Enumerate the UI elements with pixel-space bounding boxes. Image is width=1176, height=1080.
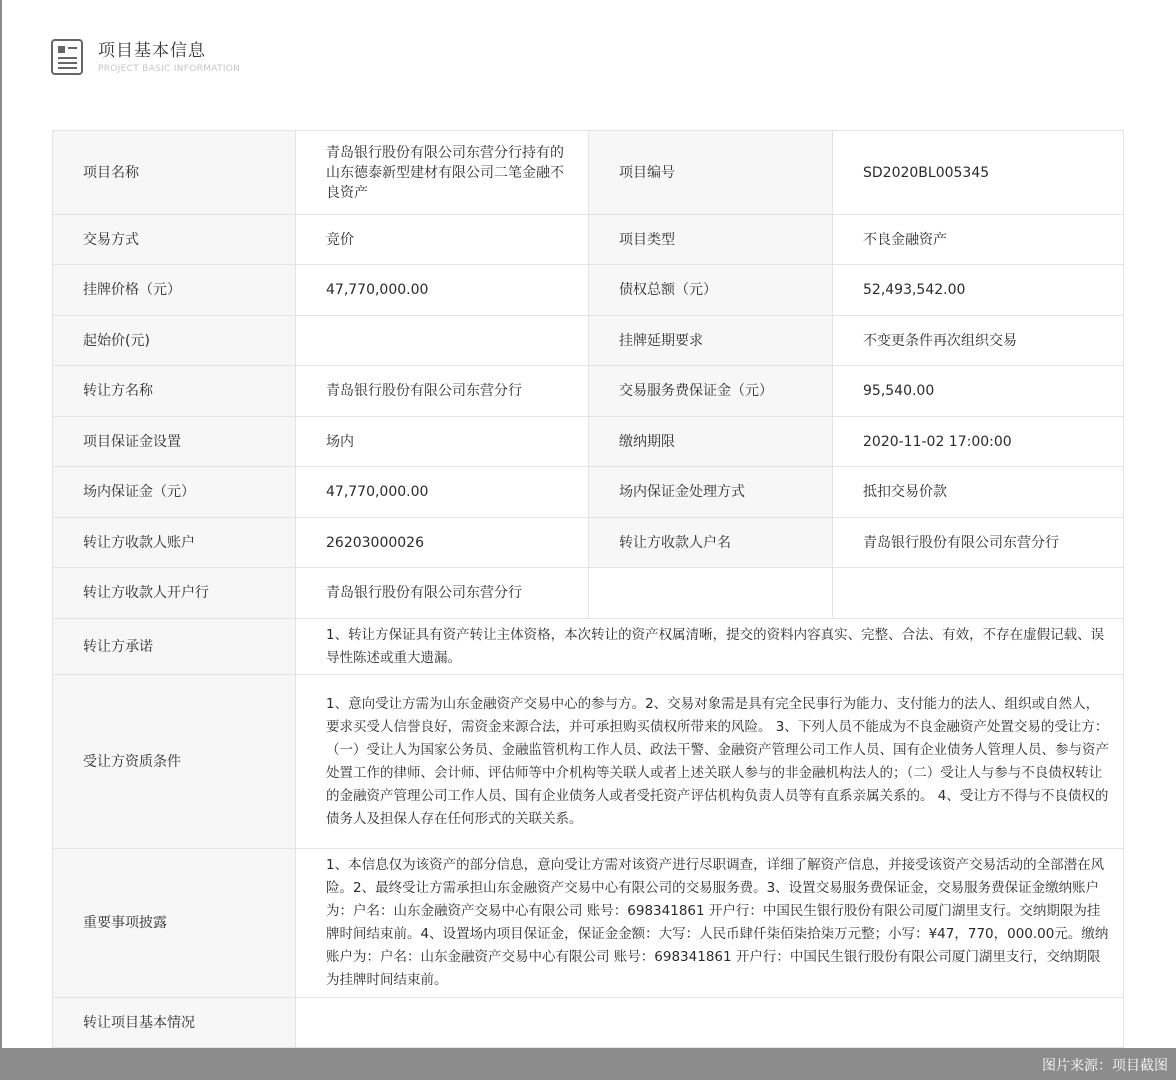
empty-cell [589,568,833,619]
field-label: 转让方承诺 [53,619,296,675]
field-label: 交易方式 [53,215,296,265]
field-label: 转让方名称 [53,366,296,417]
field-label: 起始价(元) [53,316,296,366]
field-value: 青岛银行股份有限公司东营分行 [296,568,589,619]
field-label: 项目名称 [53,131,296,215]
field-label: 转让方收款人账户 [53,518,296,568]
field-label: 挂牌价格（元） [53,265,296,316]
field-value [296,316,589,366]
field-label: 重要事项披露 [53,849,296,998]
left-border [0,0,2,1048]
field-label: 场内保证金（元） [53,467,296,518]
field-value: 47,770,000.00 [296,467,589,518]
field-label: 转让项目基本情况 [53,998,296,1048]
field-value: 青岛银行股份有限公司东营分行持有的山东德泰新型建材有限公司二笔金融不良资产 [296,131,589,215]
field-value: 不良金融资产 [833,215,1124,265]
field-value: 2020-11-02 17:00:00 [833,417,1124,467]
field-label: 转让方收款人开户行 [53,568,296,619]
field-label: 项目保证金设置 [53,417,296,467]
field-label: 缴纳期限 [589,417,833,467]
field-value: SD2020BL005345 [833,131,1124,215]
field-label: 债权总额（元） [589,265,833,316]
field-label: 挂牌延期要求 [589,316,833,366]
field-value-long: 1、转让方保证具有资产转让主体资格，本次转让的资产权属清晰，提交的资料内容真实、完整、合法、有效，不存在虚假记载、误导性陈述或重大遗漏。 [296,619,1124,675]
field-label: 转让方收款人户名 [589,518,833,568]
empty-cell [833,568,1124,619]
document-icon [50,38,84,76]
field-label: 受让方资质条件 [53,675,296,849]
field-label: 项目编号 [589,131,833,215]
image-credit: 图片来源：项目截图 [1042,1058,1168,1074]
field-value-long: 1、本信息仅为该资产的部分信息，意向受让方需对该资产进行尽职调查，详细了解资产信息，并接受该资产交易活动的全部潜在风险。2、最终受让方需承担山东金融资产交易中心有限公司的交易服务费。3、设置交易服务费保证金，交易服务费保证金缴纳账户为：户名：山东金融资产交易中心有限公司 账号：698341861 开户行：中国民生银行股份有限公司厦门湖里支行。交纳期限为挂牌时间结束前。4、设置场内项目保证金，保证金金额：大写：人民币肆仟柒佰柒拾柒万元整；小写：¥47，770，000.00元。缴纳账户为：户名：山东金融资产交易中心有限公司 账号：698341861 开户行：中国民生银行股份有限公司厦门湖里支行，交纳期限为挂牌时间结束前。 [296,849,1124,998]
field-value: 47,770,000.00 [296,265,589,316]
field-value: 抵扣交易价款 [833,467,1124,518]
field-label: 交易服务费保证金（元） [589,366,833,417]
field-value: 青岛银行股份有限公司东营分行 [296,366,589,417]
field-value-long [296,998,1124,1048]
field-value: 竞价 [296,215,589,265]
field-value: 场内 [296,417,589,467]
field-value: 26203000026 [296,518,589,568]
page-subtitle: PROJECT BASIC INFORMATION [98,64,241,74]
field-value: 95,540.00 [833,366,1124,417]
field-label: 项目类型 [589,215,833,265]
page-title: 项目基本信息 [98,41,206,61]
footer-bar [0,1048,1176,1080]
field-value: 不变更条件再次组织交易 [833,316,1124,366]
field-label: 场内保证金处理方式 [589,467,833,518]
field-value-long: 1、意向受让方需为山东金融资产交易中心的参与方。2、交易对象需是具有完全民事行为能力、支付能力的法人、组织或自然人，要求买受人信誉良好，需资金来源合法，并可承担购买债权所带来的风险。 3、下列人员不能成为不良金融资产处置交易的受让方：（一）受让人为国家公务员、金融监管机构工作人员、政法干警、金融资产管理公司工作人员、国有企业债务人管理人员、参与资产处置工作的律师、会计师、评估师等中介机构等关联人或者上述关联人参与的非金融机构法人的；（二）受让人与参与不良债权转让的金融资产管理公司工作人员、国有企业债务人或者受托资产评估机构负责人员等有直系亲属关系的。 4、受让方不得与不良债权的债务人及担保人存在任何形式的关联关系。 [296,675,1124,849]
project-info-table [52,130,1124,1048]
field-value: 青岛银行股份有限公司东营分行 [833,518,1124,568]
field-value: 52,493,542.00 [833,265,1124,316]
